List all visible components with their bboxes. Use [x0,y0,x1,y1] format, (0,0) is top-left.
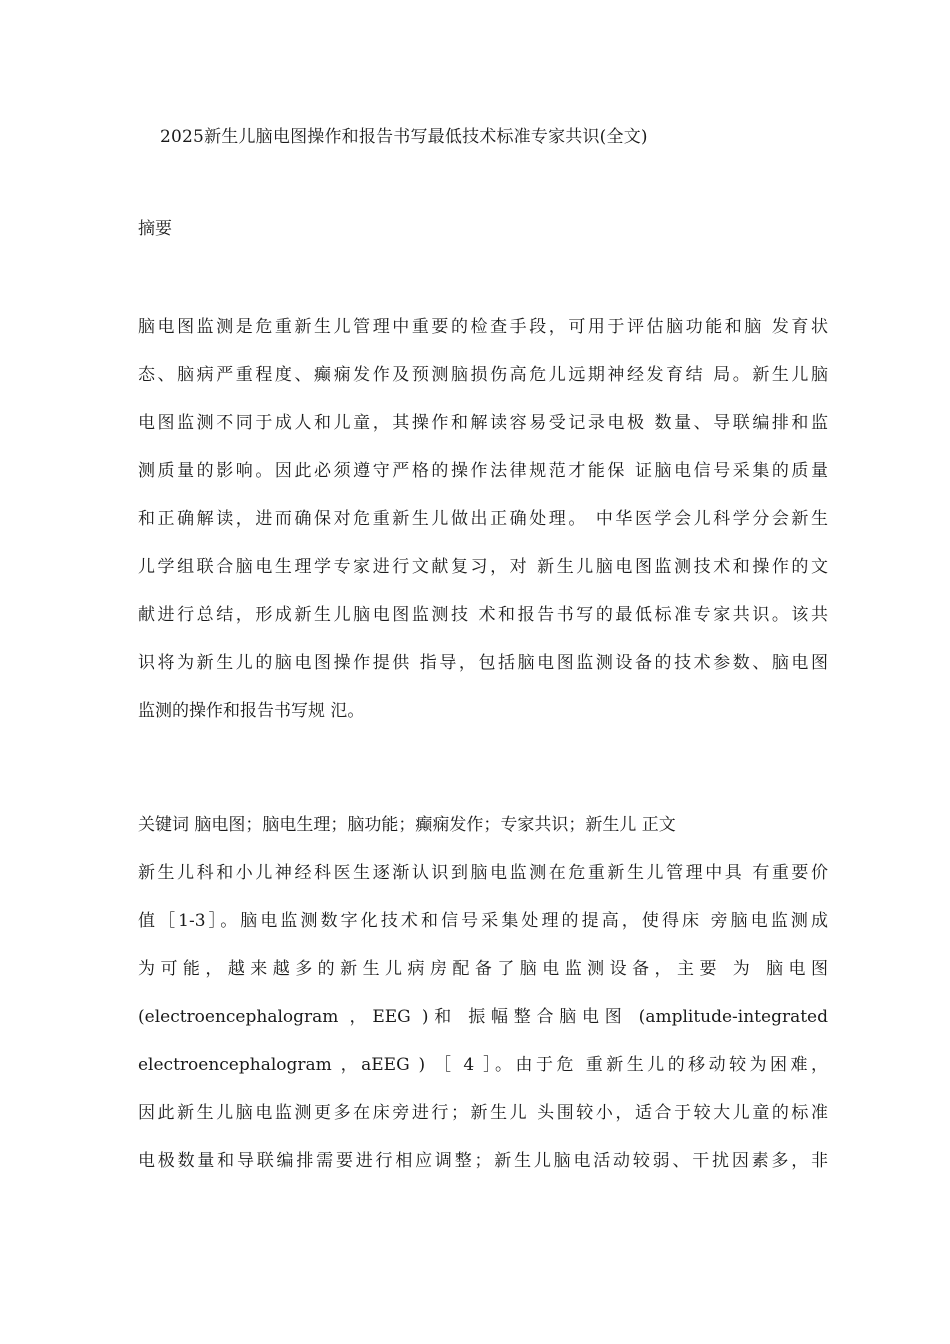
body-line: 新生儿科和小儿神经科医生逐渐认识到脑电监测在危重新生儿管理中具 有重要价 [138,863,828,883]
abstract-line: 电图监测不同于成人和儿童，其操作和解读容易受记录电极 数量、导联编排和监 [138,413,828,433]
main-text [138,801,828,1185]
body-line: 电极数量和导联编排需要进行相应调整；新生儿脑电活动较弱、干扰因素多，非 [138,1151,828,1171]
abstract-line: 献进行总结，形成新生儿脑电图监测技 术和报告书写的最低标准专家共识。该共 [138,605,828,625]
abstract-line: 脑电图监测是危重新生儿管理中重要的检查手段，可用于评估脑功能和脑 发育状 [138,317,828,337]
abstract-line: 监测的操作和报告书写规 氾。 [138,701,365,721]
abstract-heading: 摘要 [138,219,172,239]
body-line: 为可能，越来越多的新生儿病房配备了脑电监测设备，主要 为 脑电图 [138,959,828,979]
abstract-line: 和正确解读，进而确保对危重新生儿做出正确处理。 中华医学会儿科学分会新生 [138,509,828,529]
document-title: 2025新生儿脑电图操作和报告书写最低技术标准专家共识(全文) [160,127,648,147]
abstract-line: 儿学组联合脑电生理学专家进行文献复习，对 新生儿脑电图监测技术和操作的文 [138,557,828,577]
body-line: electroencephalogram ，aEEG ) ［ 4 ］。由于危 重新生儿的移动较为困难， [138,1055,828,1075]
body-line: 值［1-3］。脑电监测数字化技术和信号采集处理的提高，使得床 旁脑电监测成 [138,911,828,931]
keywords-line: 关键词 脑电图；脑电生理；脑功能；癫痫发作；专家共识；新生儿 正文 [138,815,676,835]
abstract-line: 识将为新生儿的脑电图操作提供 指导，包括脑电图监测设备的技术参数、脑电图 [138,653,828,673]
body-line: 因此新生儿脑电监测更多在床旁进行；新生儿 头围较小，适合于较大儿童的标准 [138,1103,828,1123]
abstract-line: 测质量的影响。因此必须遵守严格的操作法律规范才能保 证脑电信号采集的质量 [138,461,828,481]
abstract-line: 态、脑病严重程度、癫痫发作及预测脑损伤高危儿远期神经发育结 局。新生儿脑 [138,365,828,385]
abstract-paragraph [138,303,828,735]
body-line: (electroencephalogram ，EEG )和 振幅整合脑电图 (amplitude-integrated [138,1007,828,1027]
